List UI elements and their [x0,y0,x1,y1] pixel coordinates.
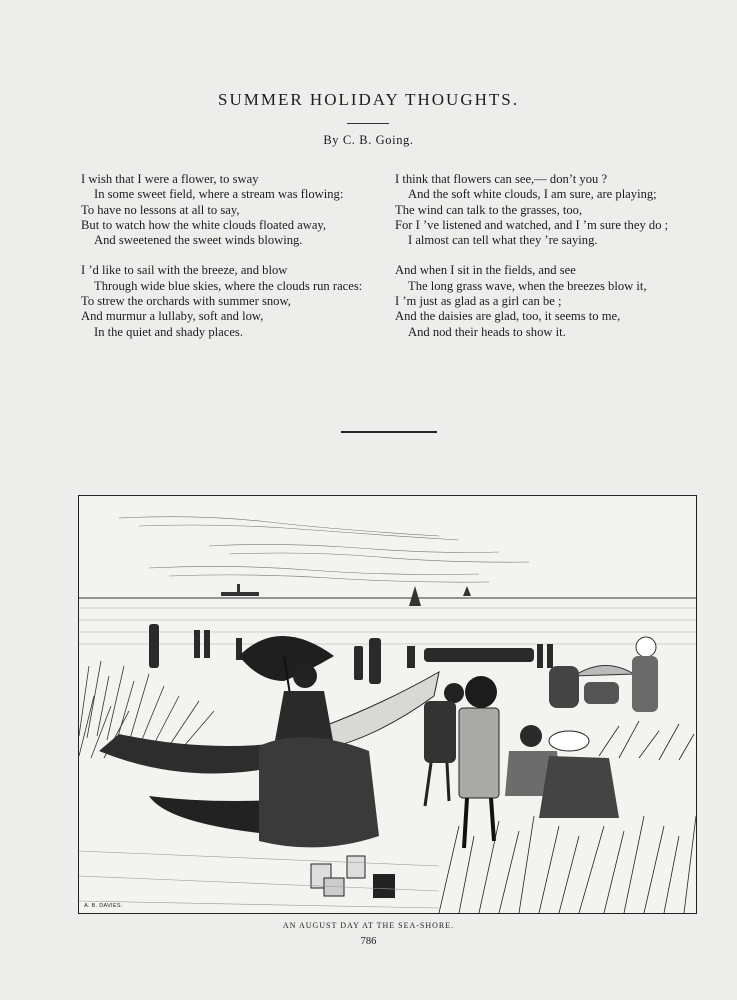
poem-line: I wish that I were a flower, to sway [81,172,259,186]
illustration-caption: AN AUGUST DAY AT THE SEA-SHORE. [282,921,455,930]
poem-column-right [395,172,695,355]
poem-line: Through wide blue skies, where the clouds run races: [94,278,363,293]
poem-line: And sweetened the sweet winds blowing. [94,233,303,248]
poem-line: And nod their heads to show it. [408,324,566,339]
poem-byline: By C. B. Going. [323,133,414,147]
right-group [549,637,658,712]
poem-line: In some sweet field, where a stream was flowing: [94,187,344,202]
poem-line: And the soft white clouds, I am sure, are playing; [408,187,657,202]
poem-title: SUMMER HOLIDAY THOUGHTS. [218,90,519,109]
ships [221,584,471,606]
poem-line: I almost can tell what they ’re saying. [408,233,598,248]
poem-line: The long grass wave, when the breezes blow it, [408,278,647,293]
poem-line: And murmur a lullaby, soft and low, [81,309,264,324]
poem-line: I ’m just as glad as a girl can be ; [395,294,562,309]
poem-line: The wind can talk to the grasses, too, [395,202,583,217]
poem-stanza [395,263,695,339]
poem-column-left [81,172,381,355]
poem-line: I ’d like to sail with the breeze, and blow [81,263,288,278]
poem-line: And when I sit in the fields, and see [395,263,576,278]
sea-lines [79,608,696,644]
poem-line: To strew the orchards with summer snow, [81,294,291,309]
artist-signature: A. B. DAVIES. [84,903,123,909]
seashore-illustration [78,495,697,914]
poem-line: And the daisies are glad, too, it seems to me, [395,309,621,324]
poem-line: In the quiet and shady places. [94,324,243,339]
clouds [119,517,529,583]
poem-line: I think that flowers can see,— don’t you ? [395,172,608,186]
page-number: 786 [360,936,377,947]
distant-figures [149,624,553,684]
byline-rule [347,123,389,124]
poem-stanza [81,172,381,248]
poem-line: But to watch how the white clouds floated away, [81,217,327,232]
poem-line: To have no lessons at all to say, [81,202,240,217]
poem-stanza [395,172,695,248]
poem-line: For I ’ve listened and watched, and I ’m sure they do ; [395,217,669,232]
section-divider [341,431,437,433]
poem-stanza [81,263,381,339]
engraving-drawing [79,496,696,913]
